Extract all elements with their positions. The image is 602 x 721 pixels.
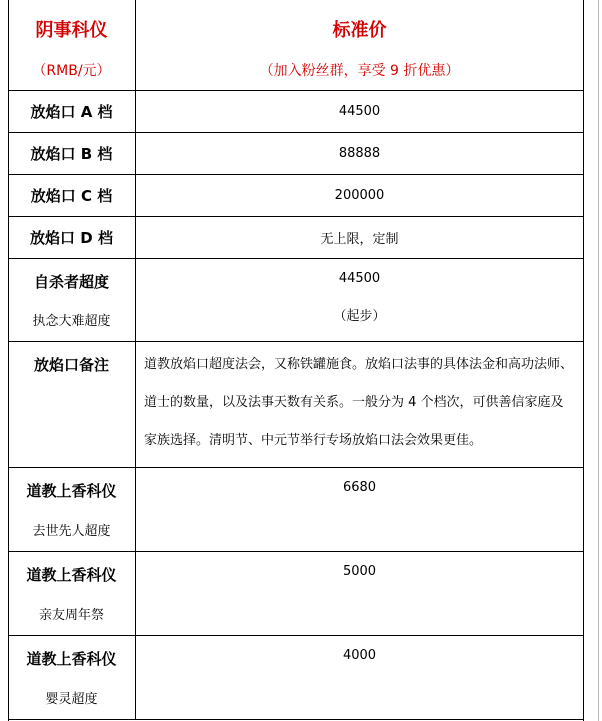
table-right-border xyxy=(583,0,584,721)
header-row xyxy=(8,0,583,90)
row-price: 200000 xyxy=(334,188,385,203)
header-left-title: 阴事科仪 xyxy=(35,20,108,41)
row-price: 88888 xyxy=(338,146,381,161)
header-right-title: 标准价 xyxy=(332,20,387,41)
row-item-label: 道教上香科仪 xyxy=(26,650,117,668)
table-row xyxy=(8,90,583,132)
row-item-label: 道教上香科仪 xyxy=(26,482,117,500)
header-right-cell xyxy=(136,0,583,90)
row-price-note: （起步） xyxy=(333,309,386,324)
table-row xyxy=(8,174,583,216)
note-text: 道教放焰口超度法会，又称铁罐施食。放焰口法事的具体法金和高功法师、道士的数量，以及法事天数有关系。一般分为 4 个档次，可供善信家庭及家族选择。清明节、中元节举行专场放焰口法会效果更佳。 xyxy=(144,357,574,448)
row-item-label: 放焰口备注 xyxy=(33,356,109,374)
row-item-label: 道教上香科仪 xyxy=(26,566,117,584)
row-price: 44500 xyxy=(338,104,381,119)
row-item-label: 放焰口 D 档 xyxy=(30,229,113,247)
table-row xyxy=(8,341,583,467)
table-row xyxy=(8,258,583,341)
row-item-label: 放焰口 A 档 xyxy=(30,103,113,121)
page-edge xyxy=(598,0,599,721)
row-item-label: 放焰口 B 档 xyxy=(30,145,113,163)
table-row xyxy=(8,132,583,174)
row-price: 5000 xyxy=(342,564,377,579)
table-bottom-border xyxy=(8,719,583,720)
header-left-subtitle: （RMB/元） xyxy=(32,63,111,79)
row-item-sub: 去世先人超度 xyxy=(32,524,111,539)
row-item-sub: 婴灵超度 xyxy=(45,692,98,707)
table-row xyxy=(8,467,583,551)
table-row xyxy=(8,635,583,719)
row-price: 无上限，定制 xyxy=(320,232,399,247)
header-right-subtitle: （加入粉丝群，享受 9 折优惠） xyxy=(259,63,460,79)
row-price: 6680 xyxy=(342,480,377,495)
header-left-cell xyxy=(8,0,135,90)
row-item-sub: 执念大难超度 xyxy=(32,314,111,329)
table-row xyxy=(8,551,583,635)
row-price: 4000 xyxy=(342,648,377,663)
row-item-sub: 亲友周年祭 xyxy=(38,608,104,623)
row-item-label: 放焰口 C 档 xyxy=(30,187,113,205)
row-item-label: 自杀者超度 xyxy=(33,273,109,291)
row-price: 44500 xyxy=(338,271,381,286)
table-row xyxy=(8,216,583,258)
